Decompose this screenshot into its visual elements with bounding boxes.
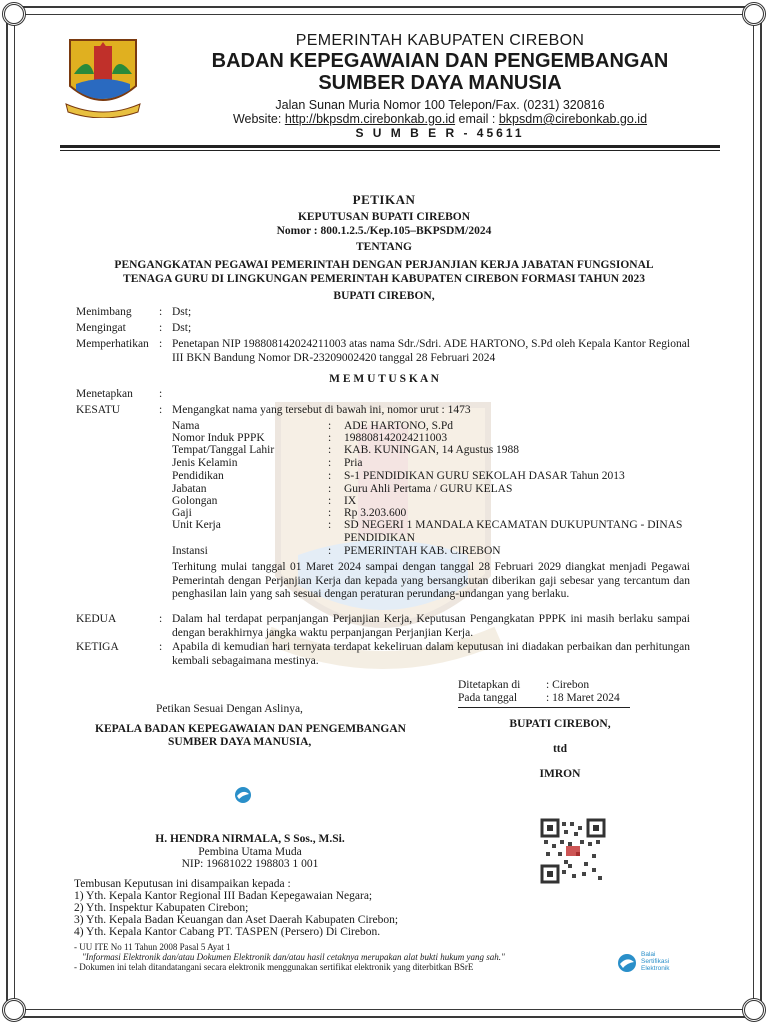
mengingat-text: Dst; <box>172 322 192 334</box>
kedua-label: KEDUA <box>76 613 117 625</box>
bsre-text-3: Elektronik <box>641 965 670 972</box>
header-rule-thin <box>60 150 720 151</box>
city-postal-code: S U M B E R - 45611 <box>355 126 525 140</box>
detail-colon: : <box>328 545 332 557</box>
regent-heading: BUPATI CIREBON, <box>333 290 435 302</box>
detail-label: Unit Kerja <box>172 519 221 531</box>
decree-subject-line2: TENAGA GURU DI LINGKUNGAN PEMERINTAH KABUPATEN CIREBON FORMASI TAHUN 2023 <box>123 273 645 285</box>
website-prefix: Website: <box>232 112 285 126</box>
menetapkan-row <box>0 388 768 402</box>
about-label: TENTANG <box>355 241 413 253</box>
menetapkan-colon: : <box>159 388 163 400</box>
cc-item: 2) Yth. Inspektur Kabupaten Cirebon; <box>74 902 249 914</box>
decides-heading: M E M U T U S K A N <box>329 373 439 385</box>
detail-colon: : <box>328 432 332 444</box>
ditetapkan-date-value: : 18 Maret 2024 <box>546 692 620 704</box>
ditetapkan-place-row <box>458 679 698 693</box>
detail-value-education: S-1 PENDIDIKAN GURU SEKOLAH DASAR Tahun 2013 <box>344 470 625 482</box>
bsre-text-2: Sertifikasi <box>641 958 670 965</box>
email-prefix: email : <box>455 112 499 126</box>
memperhatikan-colon: : <box>159 338 163 350</box>
ketiga-colon: : <box>159 641 163 653</box>
detail-value-work-unit: SD NEGERI 1 MANDALA KECAMATAN DUKUPUNTANG - DINAS PENDIDIKAN <box>344 519 683 544</box>
memperhatikan-label: Memperhatikan <box>76 338 149 350</box>
kesatu-colon: : <box>159 404 163 416</box>
agency-address: Jalan Sunan Muria Nomor 100 Telepon/Fax. (0231) 320816 <box>275 98 605 112</box>
kedua-row <box>0 613 768 641</box>
mengingat-colon: : <box>159 322 163 334</box>
ditetapkan-date-row <box>458 692 698 706</box>
bsre-text-1: Balai <box>641 951 656 958</box>
detail-value-gender: Pria <box>344 457 363 469</box>
detail-value-grade: IX <box>344 495 357 507</box>
detail-colon: : <box>328 495 332 507</box>
detail-label: Jenis Kelamin <box>172 457 238 469</box>
detail-value-salary: Rp 3.203.600 <box>344 507 407 519</box>
header-rule-thick <box>60 145 720 148</box>
cc-item: 3) Yth. Kepala Badan Keuangan dan Aset Daerah Kabupaten Cirebon; <box>74 914 399 926</box>
kesatu-row <box>0 404 768 418</box>
ditetapkan-place-value: : Cirebon <box>546 679 590 691</box>
ditetapkan-place-label: Ditetapkan di <box>458 679 521 691</box>
corner-ornament <box>2 998 26 1022</box>
detail-label: Nama <box>172 420 200 432</box>
detail-label: Gaji <box>172 507 192 519</box>
ketiga-label: KETIGA <box>76 641 119 653</box>
decree-subject-line1: PENGANGKATAN PEGAWAI PEMERINTAH DENGAN PERJANJIAN KERJA JABATAN FUNGSIONAL <box>114 259 654 271</box>
cirebon-regency-emblem-icon <box>64 34 142 118</box>
detail-label: Nomor Induk PPPK <box>172 432 265 444</box>
mengingat-label: Mengingat <box>76 322 126 334</box>
kedua-text: Dalam hal terdapat perpanjangan Perjanjian Kerja, Keputusan Pengangkatan PPPK ini masih berlaku sampai dengan berakhirnya jangka waktu perpanjangan Perjanjian Kerja. <box>172 613 690 639</box>
menimbang-text: Dst; <box>172 306 192 318</box>
footer-law-ref: - UU ITE No 11 Tahun 2008 Pasal 5 Ayat 1 <box>74 942 231 952</box>
kedua-colon: : <box>159 613 163 625</box>
detail-colon: : <box>328 507 332 519</box>
detail-colon: : <box>328 483 332 495</box>
corner-ornament <box>742 2 766 26</box>
agency-contact <box>160 112 720 126</box>
regent-sign-title: BUPATI CIREBON, <box>509 718 611 730</box>
certified-copy-note: Petikan Sesuai Dengan Aslinya, <box>156 703 303 715</box>
corner-ornament <box>2 2 26 26</box>
detail-colon: : <box>328 457 332 469</box>
kesatu-closing: Terhitung mulai tanggal 01 Maret 2024 sampai dengan tanggal 28 Februari 2029 diangkat menjadi Pegawai Pemerintah dengan Perjanjian Kerja dan kepada yang bersangkutan diberikan gaji sebesar yang tercantum dan penghasilan lain yang sah sesuai dengan peraturan perundang-undangan yang berlaku. <box>172 561 690 600</box>
ditetapkan-date-label: Pada tanggal <box>458 692 518 704</box>
menetapkan-label: Menetapkan <box>76 388 133 400</box>
menimbang-label: Menimbang <box>76 306 132 318</box>
ketiga-text: Apabila di kemudian hari ternyata terdapat kekeliruan dalam keputusan ini diadakan perbaikan dan perhitungan kembali sebagaimana mestinya. <box>172 641 690 667</box>
ditetapkan-rule <box>458 707 630 708</box>
head-name: H. HENDRA NIRMALA, S Sos., M.Si. <box>155 833 345 845</box>
detail-colon: : <box>328 519 332 531</box>
footer-law-quote: "Informasi Elektronik dan/atau Dokumen Elektronik dan/atau hasil cetaknya merupakan alat bukti hukum yang sah." <box>82 952 505 962</box>
detail-colon: : <box>328 444 332 456</box>
doc-type-title: PETIKAN <box>352 192 416 207</box>
email-link[interactable]: bkpsdm@cirebonkab.go.id <box>498 112 648 126</box>
kesatu-closing-row <box>0 561 768 615</box>
detail-label: Jabatan <box>172 483 207 495</box>
corner-ornament <box>742 998 766 1022</box>
head-title-line1: KEPALA BADAN KEPEGAWAIAN DAN PENGEMBANGAN <box>95 723 406 735</box>
head-rank: Pembina Utama Muda <box>198 846 302 858</box>
cc-item: 4) Yth. Kepala Kantor Cabang PT. TASPEN (Persero) Di Cirebon. <box>74 926 381 938</box>
detail-value-agency: PEMERINTAH KAB. CIREBON <box>344 545 501 557</box>
cc-item: 1) Yth. Kepala Kantor Regional III Badan Kepegawaian Negara; <box>74 890 373 902</box>
detail-colon: : <box>328 420 332 432</box>
menimbang-colon: : <box>159 306 163 318</box>
detail-value-position: Guru Ahli Pertama / GURU KELAS <box>344 483 513 495</box>
regent-name: IMRON <box>539 768 581 780</box>
detail-label: Golongan <box>172 495 218 507</box>
bsre-stamp-icon <box>232 786 254 804</box>
government-name: PEMERINTAH KABUPATEN CIREBON <box>295 32 585 49</box>
mengingat-row <box>0 322 768 336</box>
detail-label: Instansi <box>172 545 208 557</box>
detail-label: Tempat/Tanggal Lahir <box>172 444 275 456</box>
detail-colon: : <box>328 470 332 482</box>
memperhatikan-text: Penetapan NIP 198808142024211003 atas nama Sdr./Sdri. ADE HARTONO, S.Pd oleh Kepala Kantor Regional III BKN Bandung Nomor DR-23209002420 tanggal 28 Februari 2024 <box>172 338 690 364</box>
kesatu-intro: Mengangkat nama yang tersebut di bawah ini, nomor urut : 1473 <box>172 404 471 416</box>
cc-intro: Tembusan Keputusan ini disampaikan kepada : <box>74 878 291 890</box>
memperhatikan-row <box>0 338 768 366</box>
letterhead <box>60 30 720 148</box>
detail-value-name: ADE HARTONO, S.Pd <box>344 420 453 432</box>
agency-name-line2: SUMBER DAYA MANUSIA <box>318 72 562 94</box>
detail-label: Pendidikan <box>172 470 224 482</box>
footer-esign-note: - Dokumen ini telah ditandatangani secara elektronik menggunakan sertifikat elektronik yang diterbitkan BSrE <box>74 962 474 972</box>
decree-number: Nomor : 800.1.2.5./Kep.105–BKPSDM/2024 <box>276 225 492 237</box>
menimbang-row <box>0 306 768 320</box>
decree-title: KEPUTUSAN BUPATI CIREBON <box>297 211 471 223</box>
agency-name-line1: BADAN KEPEGAWAIAN DAN PENGEMBANGAN <box>211 50 669 72</box>
website-link[interactable]: http://bkpsdm.cirebonkab.go.id <box>284 112 456 126</box>
regent-ttd: ttd <box>552 743 568 755</box>
detail-value-birth: KAB. KUNINGAN, 14 Agustus 1988 <box>344 444 520 456</box>
ketiga-row <box>0 641 768 669</box>
bsre-logo-icon <box>616 953 638 973</box>
head-nip: NIP: 19681022 198803 1 001 <box>181 858 319 870</box>
detail-value-nip: 198808142024211003 <box>344 432 448 444</box>
qr-code-icon <box>540 818 606 884</box>
kesatu-label: KESATU <box>76 404 121 416</box>
head-title-line2: SUMBER DAYA MANUSIA, <box>168 736 312 748</box>
